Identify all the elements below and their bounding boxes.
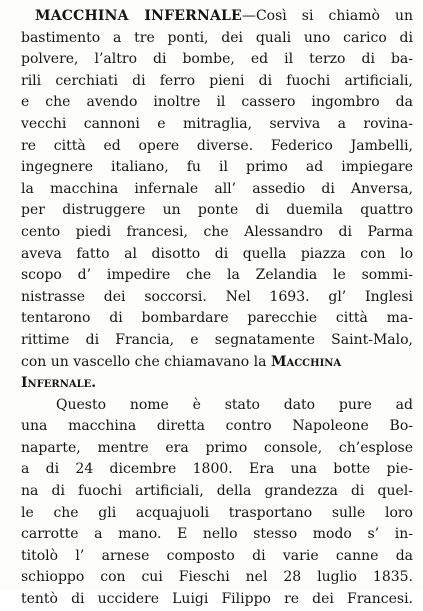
entry-line: nistrasse dei soccorsi. Nel 1693. gl’ Inglesi	[21, 288, 413, 305]
entry-line: tentarono di bombardare parecchie città ma-	[21, 310, 413, 327]
entry-line: e che avendo inoltre il cassero ingombro da	[21, 94, 413, 111]
entry-line: con un vascello che chiamavano la Macchina Infernale.	[21, 353, 342, 392]
entry-line: cento piedi francesi, che Alessandro di Parma	[21, 223, 413, 240]
entry-line: a di 24 dicembre 1800. Era una botte pie-	[21, 461, 413, 478]
entry-line: polvere, l’altro di bombe, ed il terzo di ba-	[21, 51, 413, 68]
entry-line: ingegnere italiano, fu il primo ad impiegare	[21, 159, 413, 176]
entry-line: scopo d’ impedire che la Zelandia le sommi-	[21, 267, 413, 284]
entry-line: titolò l’ arnese composto di varie canne da	[21, 547, 413, 564]
entry-line: MACCHINA INFERNALE—Così si chiamò un	[35, 8, 413, 24]
entry-line: aveva fatto al disotto di quella piazza con lo	[21, 245, 413, 262]
entry-line: una macchina diretta contro Napoleone Bo-	[21, 418, 413, 435]
cross-reference-term: Macchina Infernale.	[21, 353, 342, 392]
entry-line: carrotte a mano. E nello stesso modo s’ in-	[21, 526, 413, 543]
dictionary-entry	[21, 6, 413, 611]
entry-line: per distruggere un ponte di duemila quattro	[21, 202, 413, 219]
entry-line: naparte, mentre era primo console, ch’esplose	[21, 439, 413, 456]
entry-headword: MACCHINA INFERNALE	[35, 8, 242, 24]
entry-line: schioppo con cui Fieschi nel 28 luglio 1835.	[21, 569, 413, 586]
entry-line: re città ed opere diverse. Federico Jambelli,	[21, 137, 413, 154]
entry-line: na di fuochi artificiali, della grandezza di quel-	[21, 483, 413, 500]
entry-line: rittime di Francia, e segnatamente Saint-Malo,	[21, 331, 413, 348]
entry-line: bastimento a tre ponti, dei quali uno carico di	[21, 29, 413, 46]
entry-line: tentò di uccidere Luigi Filippo re dei Francesi.	[21, 591, 413, 608]
entry-line: vecchi cannoni e mitraglia, serviva a rovina-	[21, 115, 413, 132]
entry-line: le che gli acquajuoli trasportano sulle loro	[21, 504, 413, 521]
entry-line: rili cerchiati di ferro pieni di fuochi artificiali,	[21, 72, 413, 89]
entry-line: la macchina infernale all’ assedio di Anversa,	[21, 180, 413, 197]
entry-line: Questo nome è stato dato pure ad	[56, 396, 413, 413]
